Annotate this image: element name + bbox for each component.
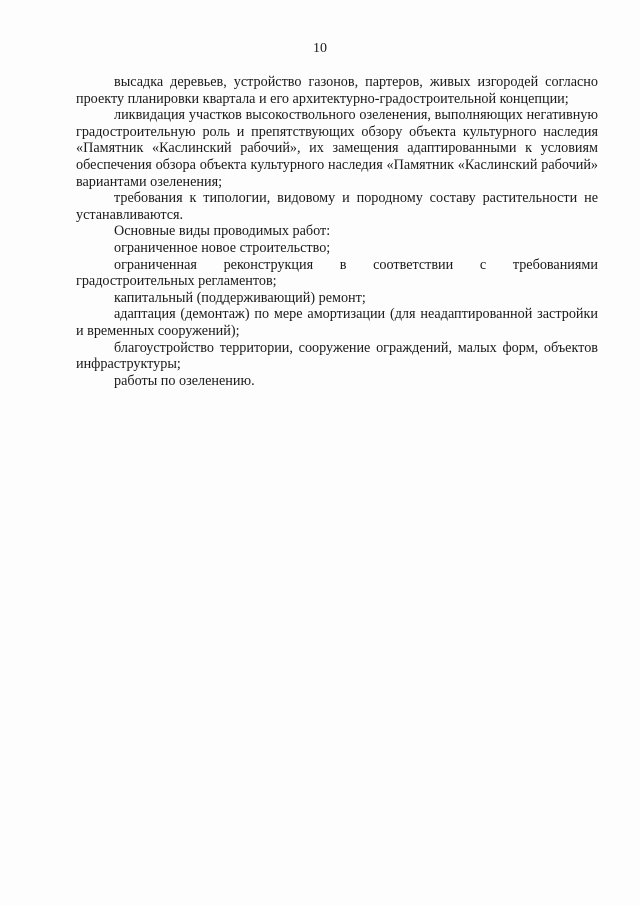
- body-text: [76, 74, 598, 389]
- paragraph-adaptation: адаптация (демонтаж) по мере амортизации (для неадаптированной застройки и временных сооружений);: [76, 306, 598, 339]
- paragraph-works-heading: Основные виды проводимых работ:: [114, 223, 331, 240]
- paragraph-improvement: благоустройство территории, сооружение ограждений, малых форм, объектов инфраструктуры;: [76, 339, 598, 373]
- page-number: 10: [313, 41, 327, 56]
- paragraph-vegetation-requirements: требования к типологии, видовому и породному составу растительности не устанавливаются.: [76, 190, 598, 223]
- paragraph-new-construction: ограниченное новое строительство;: [114, 239, 331, 256]
- paragraph-liquidation: ликвидация участков высокоствольного озеленения, выполняющих негативную градостроительную роль и препятствующих обзору объекта культурного наследия «Памятник «Каслинский рабочий», их замещения адаптированными к условиям обеспечения обзора объекта культурного наследия «Памятник «Каслинский рабочий» вариантами озеленения;: [76, 107, 598, 190]
- paragraph-reconstruction: ограниченная реконструкция в соответствии с требованиями градостроительных регламентов;: [76, 256, 598, 290]
- paragraph-repair: капитальный (поддерживающий) ремонт;: [114, 289, 366, 306]
- paragraph-planting: высадка деревьев, устройство газонов, партеров, живых изгородей согласно проекту планировки квартала и его архитектурно-градостроительной концепции;: [76, 74, 598, 107]
- paragraph-greening: работы по озеленению.: [114, 372, 255, 389]
